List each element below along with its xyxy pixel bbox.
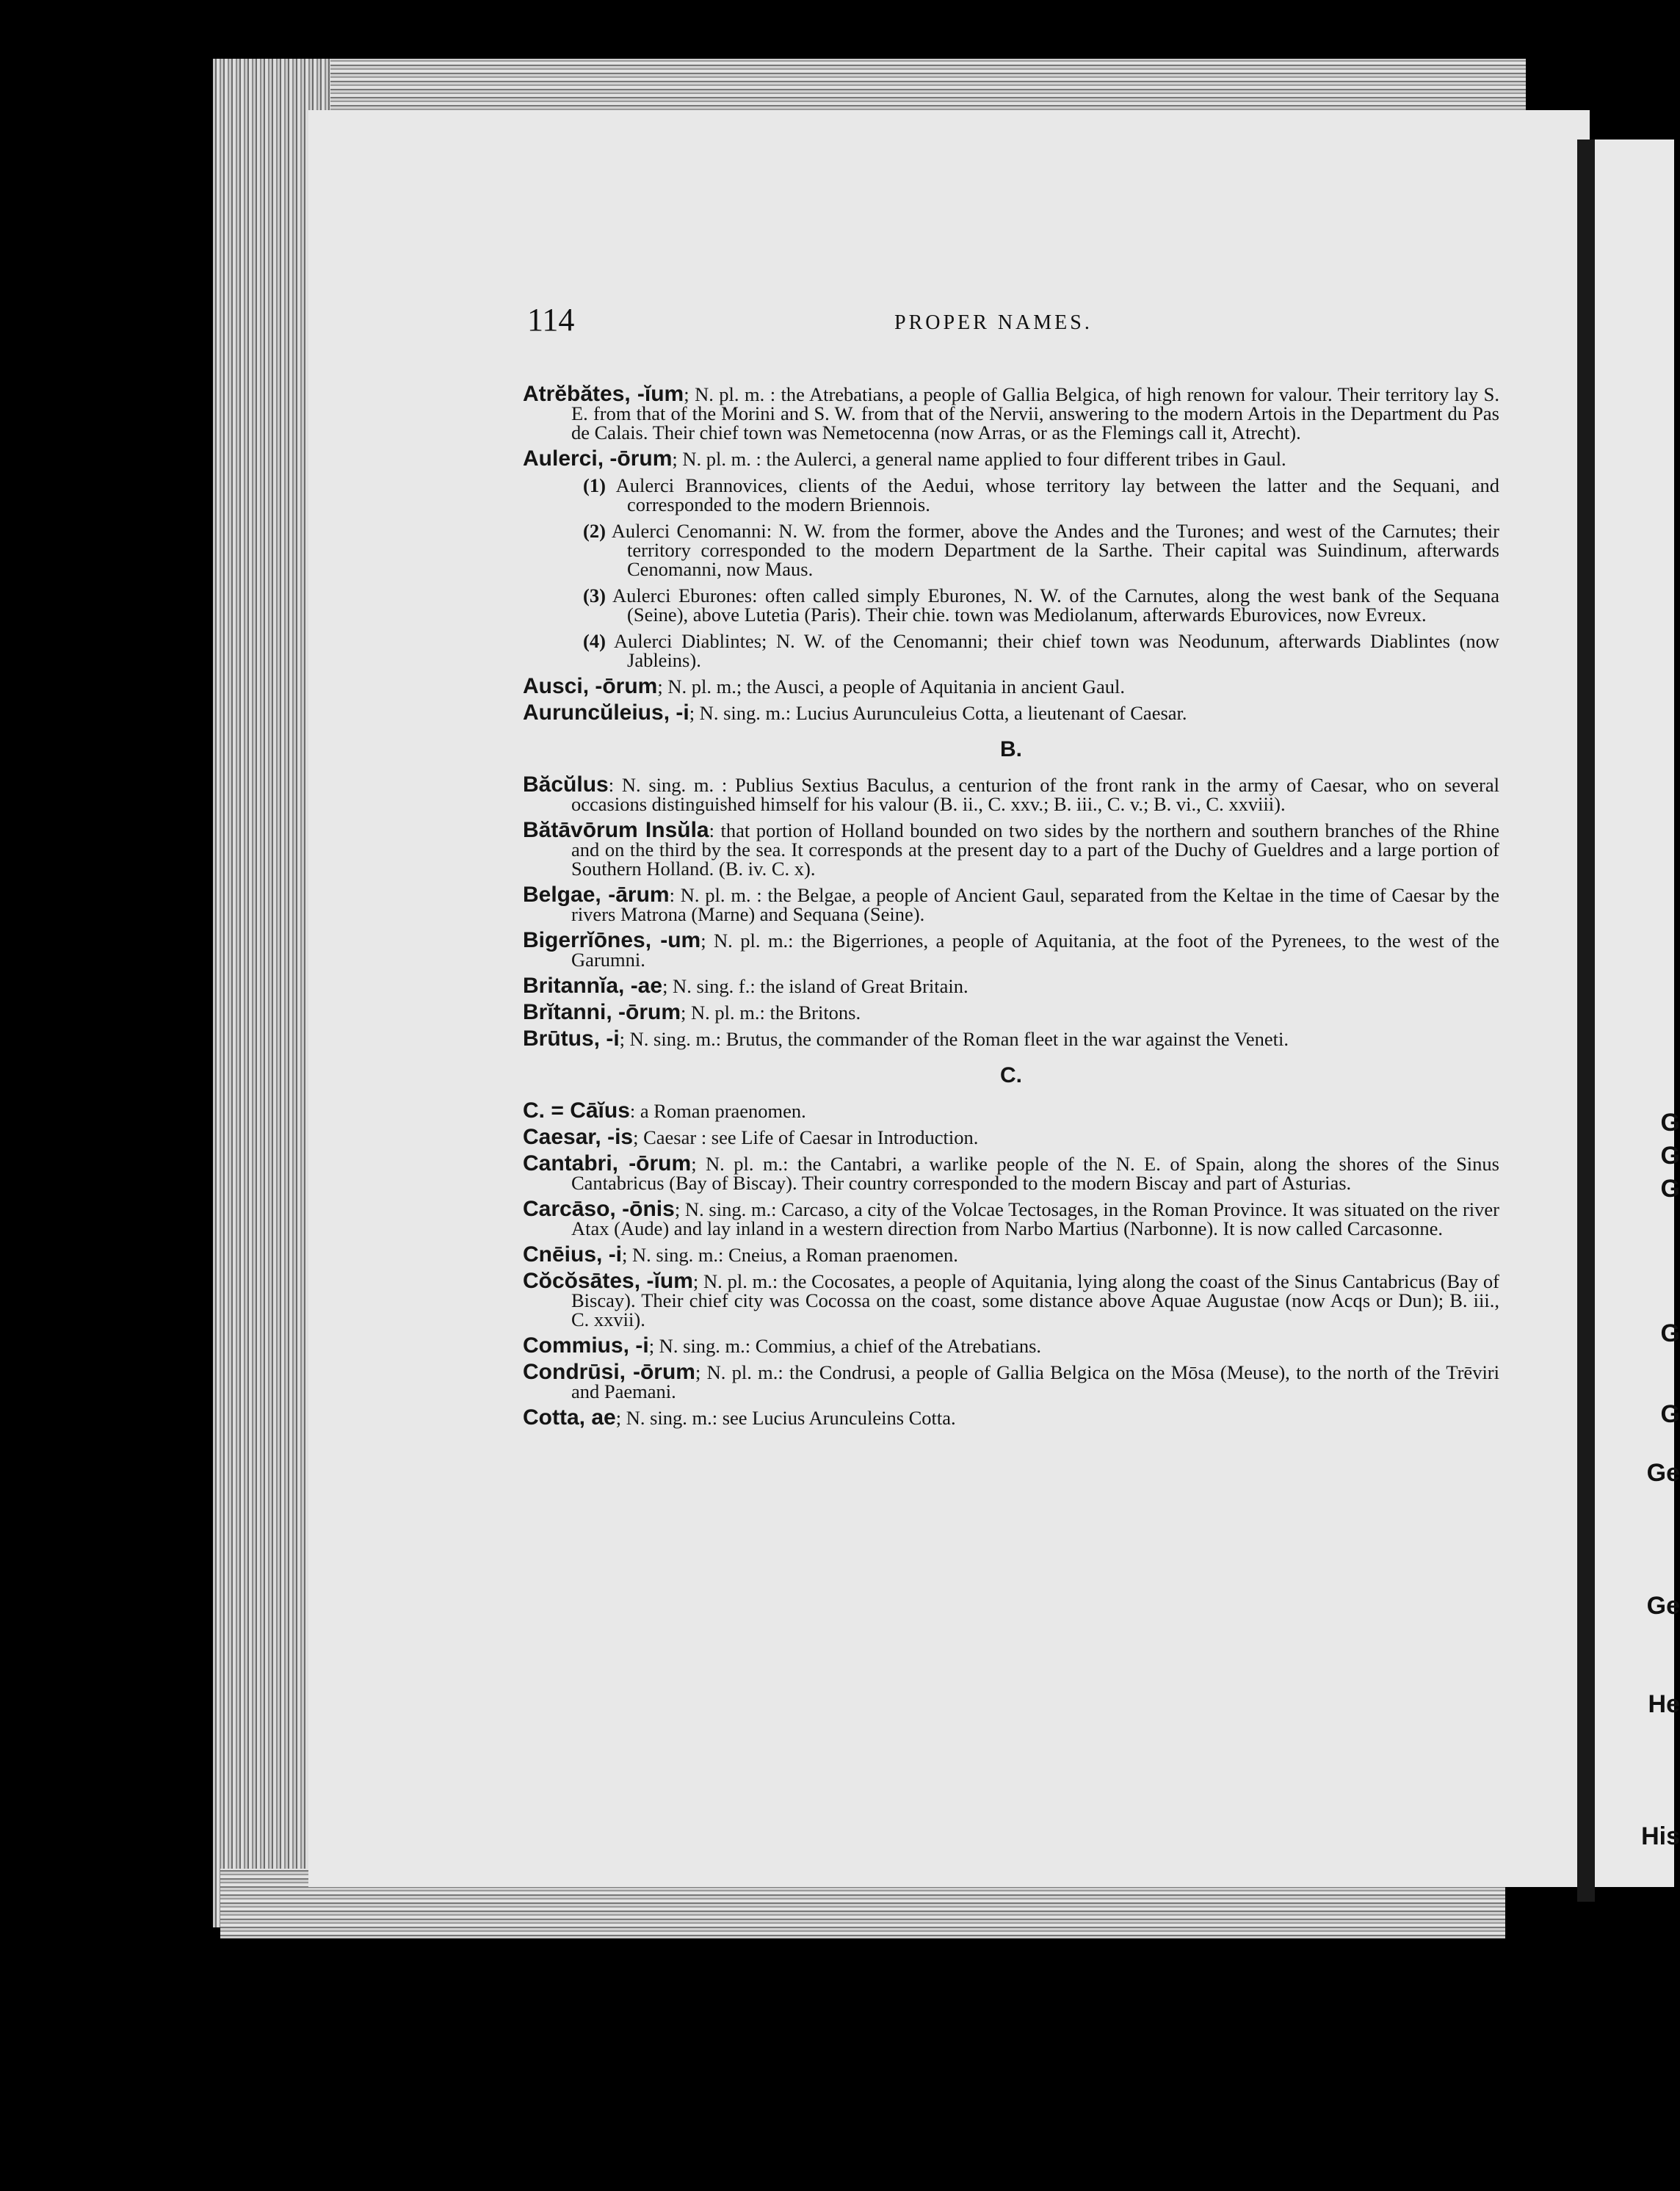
headword: Atrĕbătes, -ĭum xyxy=(523,382,684,406)
entry-text: ; N. pl. m. : the Atrebatians, a people of Gallia Belgica, of high renown for valour. Their territory lay S. E. from that of the Morini and S. W. from that of the Nervii, answering to the modern Artois in the Department du Pas de Calais. Their chief town was Nemetocenna (now Arras, or as the Flemings call it, Atrecht). xyxy=(571,383,1499,443)
headword: Commius, -i xyxy=(523,1333,649,1358)
entry-text: ; N. pl. m.; the Ausci, a people of Aquitania in ancient Gaul. xyxy=(657,676,1125,698)
headword: Auruncŭleius, -i xyxy=(523,700,689,725)
headword: Cotta, ae xyxy=(523,1405,616,1430)
dictionary-entry xyxy=(523,772,1499,815)
entry-text: ; Caesar : see Life of Caesar in Introduction. xyxy=(633,1126,979,1148)
sub-entry xyxy=(523,476,1499,514)
dictionary-entry xyxy=(523,1000,1499,1024)
dictionary-entry xyxy=(523,1125,1499,1149)
dictionary-entry xyxy=(523,883,1499,925)
headword: Băcŭlus xyxy=(523,772,609,797)
sub-entry xyxy=(523,521,1499,579)
facing-letter: G xyxy=(1660,1142,1680,1170)
headword: Condrūsi, -ōrum xyxy=(523,1360,695,1384)
dictionary-entry xyxy=(523,928,1500,971)
dictionary-entry xyxy=(523,818,1499,880)
running-head: PROPER NAMES. xyxy=(894,311,1093,334)
headword: C. = Cāĭus xyxy=(523,1098,630,1123)
facing-letter: G xyxy=(1660,1400,1680,1428)
entry-text: ; N. sing. m.: Commius, a chief of the Atrebatians. xyxy=(648,1335,1042,1357)
entry-text: ; N. pl. m.: the Bigerriones, a people of Aquitania, at the foot of the Pyrenees, to the west of the Garumni. xyxy=(571,930,1500,971)
dictionary-entry xyxy=(523,700,1499,725)
entry-text: ; N. sing. m.: Brutus, the commander of the Roman fleet in the war against the Veneti. xyxy=(619,1028,1289,1050)
headword: Aulerci, -ōrum xyxy=(523,446,673,471)
section-heading-b: B. xyxy=(1000,737,1022,761)
entry-text: ; N. pl. m.: the Britons. xyxy=(681,1002,861,1024)
headword: Carcāso, -ōnis xyxy=(523,1197,675,1221)
sub-entry-text: Aulerci Diablintes; N. W. of the Cenomanni; their chief town was Neodunum, afterwards Diablintes (now Jableins). xyxy=(614,630,1499,671)
headword: Bigerrĭōnes, -um xyxy=(523,928,701,952)
entry-text: ; N. sing. m.: Carcaso, a city of the Volcae Tectosages, in the Roman Province. It was situated on the river Atax (Aude) and lay inland in a western direction from Narbo Martius (Narbonne). It is now called Carcasonne. xyxy=(571,1198,1499,1239)
headword: Cŏcŏsātes, -ĭum xyxy=(523,1269,693,1293)
facing-letter: G xyxy=(1660,1319,1680,1347)
sub-entry-number: (2) xyxy=(583,520,606,542)
dictionary-entry xyxy=(523,1026,1499,1051)
headword: Britannĭa, -ae xyxy=(523,974,663,998)
entry-text: : a Roman praenomen. xyxy=(629,1100,806,1122)
page-header xyxy=(527,301,1504,345)
entry-text: ; N. sing. f.: the island of Great Britain. xyxy=(662,975,968,997)
facing-letter: He xyxy=(1648,1690,1680,1718)
sub-entry-number: (1) xyxy=(583,474,606,496)
facing-letter: G xyxy=(1660,1109,1680,1137)
sub-entry-text: Aulerci Brannovices, clients of the Aedui, whose territory lay between the latter and the Sequani, and corresponded to the modern Briennois. xyxy=(615,474,1499,515)
sub-entry-number: (3) xyxy=(583,584,606,606)
facing-letter: Ge xyxy=(1646,1592,1680,1620)
dictionary-entry xyxy=(523,674,1499,698)
sub-entry-text: Aulerci Cenomanni: N. W. from the former, above the Andes and the Turones; and west of the Carnutes; their territory corresponded to the modern Department de la Sarthe. Their capital was Suindinum, afterwards Cenomanni, now Maus. xyxy=(611,520,1499,580)
sub-entry-number: (4) xyxy=(583,630,606,652)
headword: Belgae, -ārum xyxy=(523,883,670,907)
dictionary-entry xyxy=(523,974,1499,998)
sub-entry xyxy=(523,631,1499,670)
dictionary-entry xyxy=(523,382,1499,443)
entry-text: : that portion of Holland bounded on two sides by the northern and southern branches of the Rhine and on the third by the sea. It corresponds at the present day to a part of the Duchy of Gueldres and a large portion of Southern Holland. (B. iv. C. x). xyxy=(571,819,1499,880)
section-heading-c: C. xyxy=(1000,1063,1022,1087)
headword: Brūtus, -i xyxy=(523,1026,620,1051)
headword: Caesar, -is xyxy=(523,1125,634,1149)
dictionary-entry xyxy=(523,1269,1499,1330)
entry-text: ; N. sing. m.: see Lucius Arunculeins Cotta. xyxy=(615,1407,956,1429)
entry-text: ; N. pl. m.: the Condrusi, a people of Gallia Belgica on the Mōsa (Meuse), to the north of the Trēviri and Paemani. xyxy=(571,1361,1499,1402)
sub-entry-text: Aulerci Eburones: often called simply Eburones, N. W. of the Carnutes, along the west bank of the Sequana (Seine), above Lutetia (Paris). Their chie. town was Mediolanum, afterwards Eburovices, now Evreux. xyxy=(612,584,1499,626)
page-number: 114 xyxy=(527,302,575,338)
dictionary-entry xyxy=(523,1405,1499,1430)
facing-letter: G xyxy=(1660,1175,1680,1203)
headword: Ausci, -ōrum xyxy=(523,674,658,698)
entry-text: ; N. pl. m.: the Cocosates, a people of Aquitania, lying along the coast of the Sinus Cantabricus (Bay of Biscay). Their chief city was Cocossa on the coast, some distance above Aquae Augustae (now Acqs or Dun); B. iii., C. xxvii). xyxy=(571,1270,1499,1330)
sub-entry xyxy=(523,586,1499,624)
headword: Brĭtanni, -ōrum xyxy=(523,1000,681,1024)
headword: Cantabri, -ōrum xyxy=(523,1151,692,1176)
facing-letter: Ge xyxy=(1646,1459,1680,1487)
entry-text: ; N. sing. m.: Lucius Aurunculeius Cotta, a lieutenant of Caesar. xyxy=(689,702,1187,724)
dictionary-entry xyxy=(523,1151,1499,1194)
dictionary-entry xyxy=(523,1333,1499,1358)
entry-text: ; N. sing. m.: Cneius, a Roman praenomen. xyxy=(622,1244,958,1266)
entry-text: : N. pl. m. : the Belgae, a people of Ancient Gaul, separated from the Keltae in the time of Caesar by the rivers Matrona (Marne) and Sequana (Seine). xyxy=(571,884,1499,925)
entry-text: ; N. pl. m.: the Cantabri, a warlike people of the N. E. of Spain, along the shores of the Sinus Cantabricus (Bay of Biscay). Their country corresponded to the modern Biscay and part of Asturias. xyxy=(571,1153,1499,1194)
headword: Bătāvōrum Insŭla xyxy=(523,818,709,842)
dictionary-entry xyxy=(523,1242,1499,1267)
facing-letter: His xyxy=(1641,1822,1680,1850)
entry-text: : N. sing. m. : Publius Sextius Baculus, a centurion of the front rank in the army of Caesar, who on several occasions distinguished himself for his valour (B. ii., C. xxv.; B. iii., C. v.; B. vi., C. xxviii). xyxy=(571,774,1499,815)
dictionary-entry xyxy=(523,1360,1499,1402)
facing-page-fragment xyxy=(1595,140,1680,1887)
page-gutter xyxy=(1577,140,1595,1902)
dictionary-body xyxy=(523,382,1500,1435)
dictionary-entry xyxy=(523,1197,1499,1239)
headword: Cnēius, -i xyxy=(523,1242,623,1267)
dictionary-entry xyxy=(523,1098,1499,1123)
entry-text: ; N. pl. m. : the Aulerci, a general name applied to four different tribes in Gaul. xyxy=(672,448,1286,470)
dictionary-entry xyxy=(523,446,1499,471)
